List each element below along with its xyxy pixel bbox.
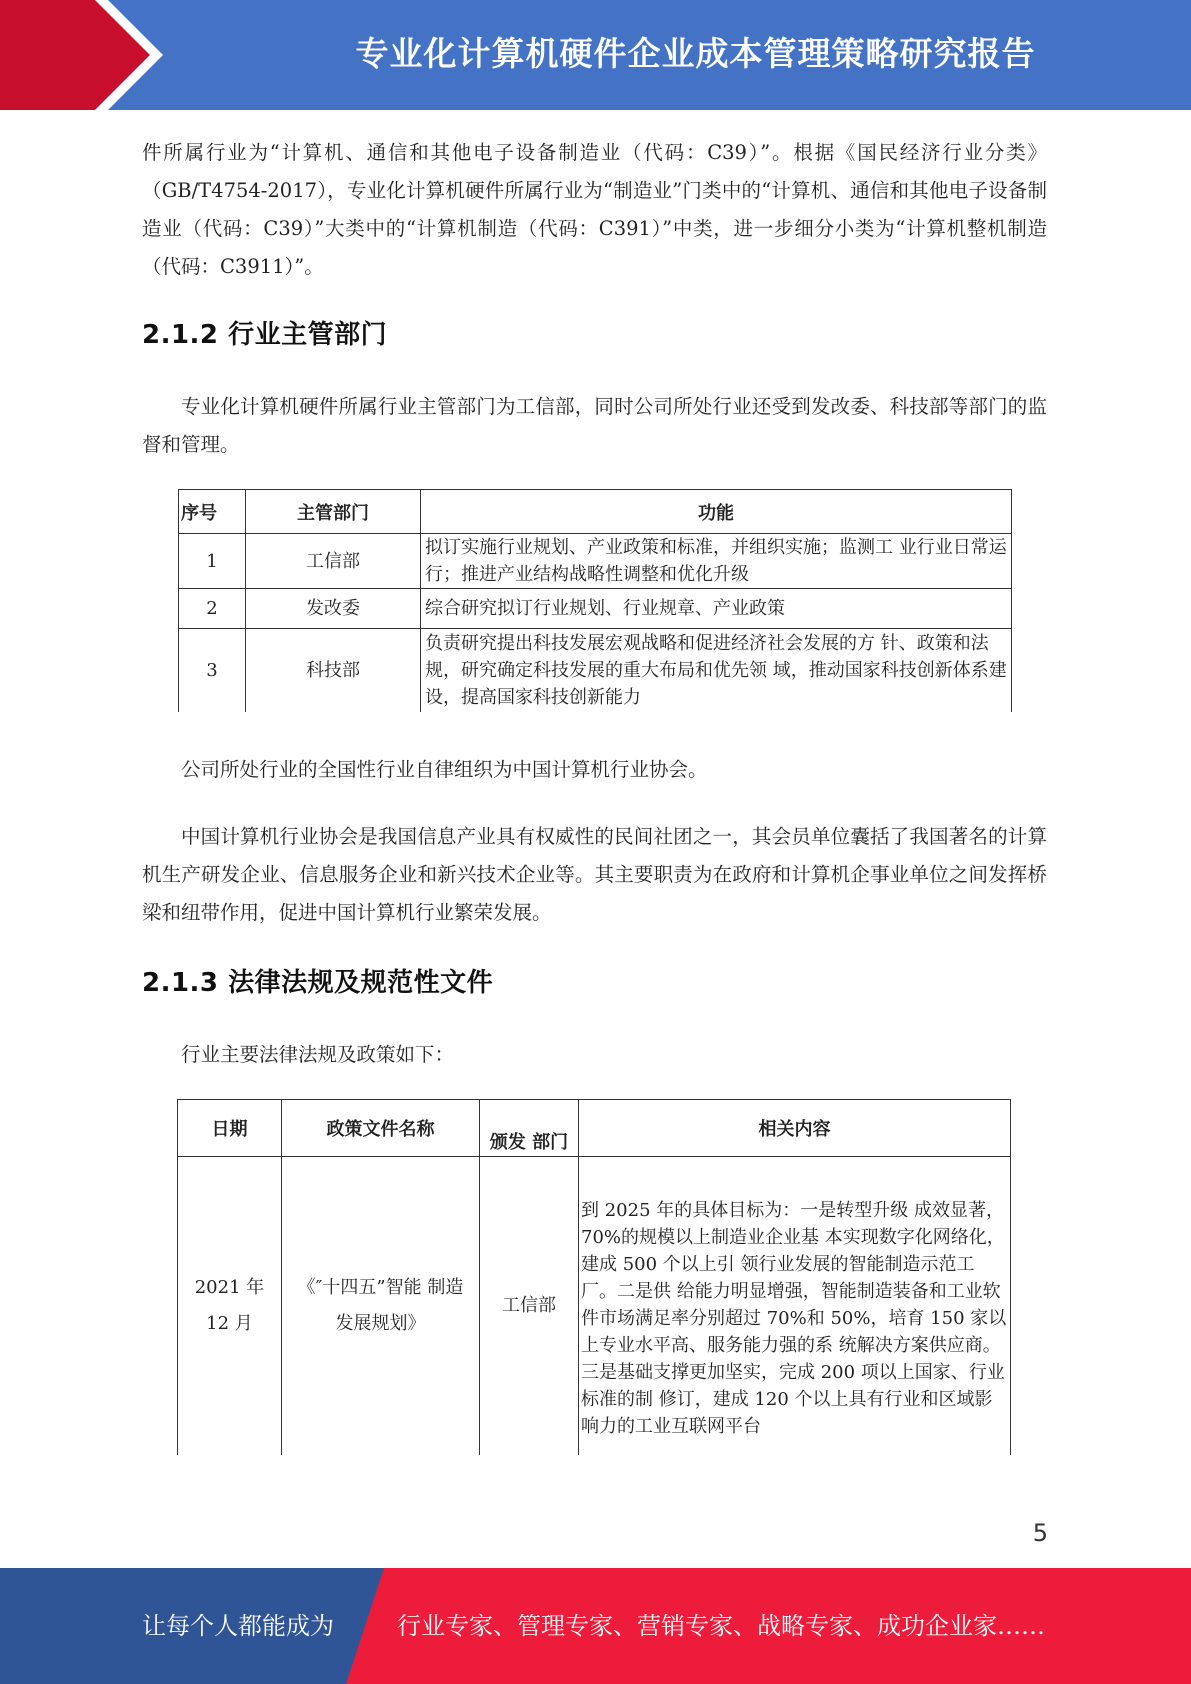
row-issuer: 工信部: [480, 1157, 579, 1455]
table-row: [179, 629, 1012, 712]
row-dept: 发改委: [246, 589, 421, 629]
row-date: 2021 年 12 月: [178, 1157, 282, 1455]
row-dept: 科技部: [246, 629, 421, 712]
col-header-date: 日期: [178, 1100, 282, 1157]
col-header-policy-name: 政策文件名称: [282, 1100, 480, 1157]
table-header-row: [178, 1100, 1011, 1157]
col-header-issuer: 颁发 部门: [480, 1100, 579, 1157]
page-header: [0, 0, 1191, 110]
col-header-content: 相关内容: [579, 1100, 1011, 1157]
col-header-no: 序号: [179, 490, 246, 534]
col-header-dept: 主管部门: [246, 490, 421, 534]
table-header-row: [179, 490, 1012, 534]
association-paragraph: 公司所处行业的全国性行业自律组织为中国计算机行业协会。: [181, 758, 708, 781]
authority-paragraph: 专业化计算机硬件所属行业主管部门为工信部，同时公司所处行业还受到发改委、科技部等部门的监督和管理。: [142, 395, 1047, 456]
row-no: 3: [179, 629, 246, 712]
col-header-function: 功能: [421, 490, 1012, 534]
intro-paragraph: 件所属行业为“计算机、通信和其他电子设备制造业（代码：C39）”。根据《国民经济行业分类》（GB/T4754-2017），专业化计算机硬件所属行业为“制造业”门类中的“计算机、通信和其他电子设备制造业（代码：C39）”大类中的“计算机制造（代码：C391）”中类，进一步细分小类为“计算机整机制造（代码：C3911）”。: [142, 141, 1047, 278]
row-policy-name: 《″十四五”智能 制造发展规划》: [282, 1157, 480, 1455]
row-no: 1: [179, 534, 246, 589]
row-no: 2: [179, 589, 246, 629]
table-row: [178, 1157, 1011, 1455]
policy-intro-paragraph: 行业主要法律法规及政策如下：: [181, 1043, 455, 1066]
footer-slogan-left: 让每个人都能成为: [142, 1612, 334, 1640]
page-footer: [0, 1568, 1191, 1684]
row-function: 负责研究提出科技发展宏观战略和促进经济社会发展的方 针、政策和法规，研究确定科技发展的重大布局和优先领 域，推动国家科技创新体系建设，提高国家科技创新能力: [421, 629, 1012, 712]
section-heading-2-1-3: 2.1.3 法律法规及规范性文件: [142, 968, 494, 998]
row-function: 拟订实施行业规划、产业政策和标准，并组织实施；监测工 业行业日常运行；推进产业结构战略性调整和优化升级: [421, 534, 1012, 589]
policy-table: [177, 1099, 1011, 1455]
row-dept: 工信部: [246, 534, 421, 589]
section-heading-2-1-2: 2.1.2 行业主管部门: [142, 320, 388, 350]
document-title: 专业化计算机硬件企业成本管理策略研究报告: [355, 34, 1036, 73]
row-function: 综合研究拟订行业规划、行业规章、产业政策: [421, 589, 1012, 629]
row-content: 到 2025 年的具体目标为：一是转型升级 成效显著，70%的规模以上制造业企业基 本实现数字化网络化，建成 500 个以上引 领行业发展的智能制造示范工厂。二是供 给能力明显增强，智能制造装备和工业软 件市场满足率分别超过 70%和 50%，培育 150 家以上专业水平高、服务能力强的系 统解决方案供应商。三是基础支撑更加坚实，完成 200 项以上国家、行业标准的制 修订，建成 120 个以上具有行业和区域影 响力的工业互联网平台: [579, 1157, 1011, 1455]
footer-slogan-right: 行业专家、管理专家、营销专家、战略专家、成功企业家……: [397, 1612, 1045, 1640]
header-arrow-decoration: [0, 0, 220, 110]
table-row: [179, 589, 1012, 629]
header-red-arrow: [0, 0, 150, 110]
association-detail-paragraph: 中国计算机行业协会是我国信息产业具有权威性的民间社团之一，其会员单位囊括了我国著名的计算机生产研发企业、信息服务企业和新兴技术企业等。其主要职责为在政府和计算机企事业单位之间发挥桥梁和纽带作用，促进中国计算机行业繁荣发展。: [142, 825, 1047, 924]
authority-table: [178, 489, 1012, 712]
table-row: [179, 534, 1012, 589]
page-number: 5: [1032, 1519, 1048, 1547]
